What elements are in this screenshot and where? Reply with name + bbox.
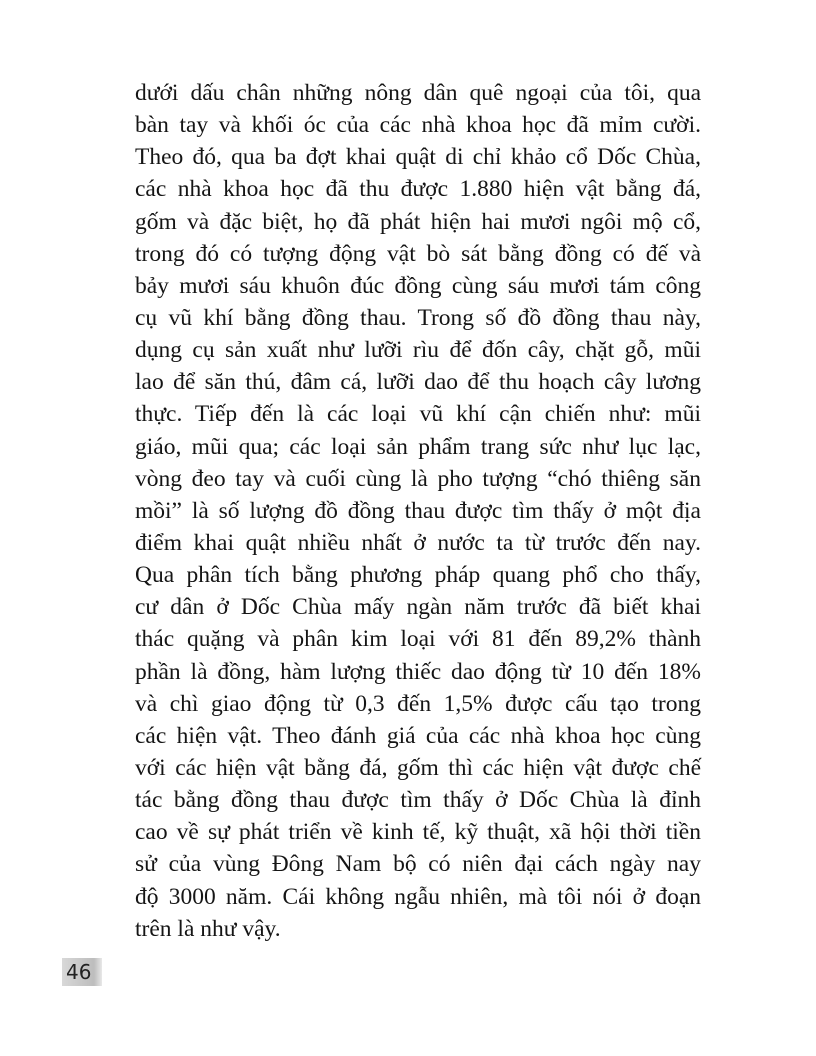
page-number: 46 [62, 958, 102, 986]
text-line: các hiện vật. Theo đánh giá của các nhà khoa học cùng [135, 722, 701, 749]
body-text [135, 77, 701, 945]
text-line: cao về sự phát triển về kinh tế, kỹ thuật, xã hội thời tiền [135, 819, 701, 846]
text-line: tác bằng đồng thau được tìm thấy ở Dốc Chùa là đỉnh [135, 787, 701, 814]
text-line: với các hiện vật bằng đá, gốm thì các hiện vật được chế [135, 754, 701, 781]
text-line: các nhà khoa học đã thu được 1.880 hiện vật bằng đá, [135, 176, 701, 203]
text-line: trong đó có tượng động vật bò sát bằng đồng có đế và [135, 240, 701, 267]
text-line: trên là như vậy. [135, 915, 281, 942]
text-line: cụ vũ khí bằng đồng thau. Trong số đồ đồng thau này, [135, 304, 701, 331]
text-line: vòng đeo tay và cuối cùng là pho tượng “chó thiêng săn [135, 465, 701, 492]
text-line: Qua phân tích bằng phương pháp quang phổ cho thấy, [135, 562, 701, 589]
text-line: và chì giao động từ 0,3 đến 1,5% được cấu tạo trong [135, 690, 701, 717]
text-line: độ 3000 năm. Cái không ngẫu nhiên, mà tôi nói ở đoạn [135, 883, 701, 910]
text-line: mồi” là số lượng đồ đồng thau được tìm thấy ở một địa [135, 497, 701, 524]
text-line: thực. Tiếp đến là các loại vũ khí cận chiến như: mũi [135, 401, 701, 428]
text-line: gốm và đặc biệt, họ đã phát hiện hai mươi ngôi mộ cổ, [135, 208, 701, 235]
text-line: Theo đó, qua ba đợt khai quật di chỉ khảo cổ Dốc Chùa, [135, 144, 701, 171]
text-line: điểm khai quật nhiều nhất ở nước ta từ trước đến nay. [135, 529, 701, 556]
text-line: cư dân ở Dốc Chùa mấy ngàn năm trước đã biết khai [135, 594, 701, 621]
text-line: giáo, mũi qua; các loại sản phẩm trang sức như lục lạc, [135, 433, 701, 460]
text-line: dưới dấu chân những nông dân quê ngoại của tôi, qua [135, 80, 701, 106]
text-line: thác quặng và phân kim loại với 81 đến 89,2% thành [135, 626, 701, 653]
text-line: bảy mươi sáu khuôn đúc đồng cùng sáu mươi tám công [135, 272, 701, 299]
text-line: dụng cụ sản xuất như lưỡi rìu để đốn cây, chặt gỗ, mũi [135, 337, 701, 364]
text-line: bàn tay và khối óc của các nhà khoa học đã mỉm cười. [135, 112, 701, 139]
text-line: sử của vùng Đông Nam bộ có niên đại cách ngày nay [135, 851, 701, 878]
text-line: phần là đồng, hàm lượng thiếc dao động từ 10 đến 18% [135, 658, 701, 685]
text-line: lao để săn thú, đâm cá, lưỡi dao để thu hoạch cây lương [135, 369, 701, 396]
